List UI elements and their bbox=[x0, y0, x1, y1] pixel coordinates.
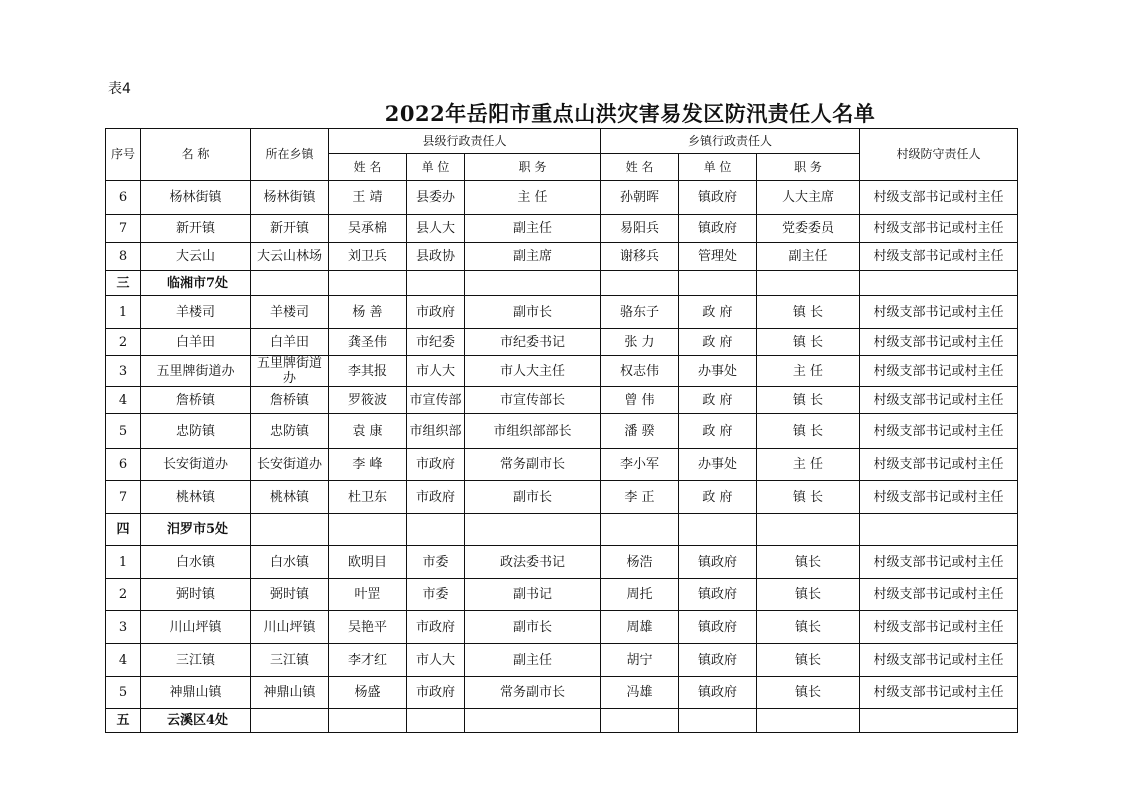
empty-cell bbox=[251, 514, 329, 546]
village-cell: 村级支部书记或村主任 bbox=[860, 356, 1018, 387]
town-duty-cell: 镇长 bbox=[757, 611, 860, 644]
town-cell: 三江镇 bbox=[251, 644, 329, 677]
name-cell: 白水镇 bbox=[141, 546, 251, 579]
village-cell: 村级支部书记或村主任 bbox=[860, 387, 1018, 414]
name-cell: 川山坪镇 bbox=[141, 611, 251, 644]
name-cell: 杨林街镇 bbox=[141, 181, 251, 215]
county-person-cell: 杜卫东 bbox=[329, 481, 407, 514]
section-name-cell: 云溪区4处 bbox=[141, 709, 251, 733]
header-town-unit: 单 位 bbox=[679, 154, 757, 181]
town-unit-cell: 办事处 bbox=[679, 449, 757, 481]
name-cell: 大云山 bbox=[141, 243, 251, 271]
town-person-cell: 谢移兵 bbox=[601, 243, 679, 271]
town-cell: 弼时镇 bbox=[251, 579, 329, 611]
header-county-unit: 单 位 bbox=[407, 154, 465, 181]
name-cell: 神鼎山镇 bbox=[141, 677, 251, 709]
section-row bbox=[106, 709, 1018, 733]
header-county-person: 姓 名 bbox=[329, 154, 407, 181]
empty-cell bbox=[601, 514, 679, 546]
seq-cell: 4 bbox=[106, 644, 141, 677]
county-duty-cell: 主 任 bbox=[465, 181, 601, 215]
town-unit-cell: 政 府 bbox=[679, 329, 757, 356]
county-duty-cell: 副主任 bbox=[465, 644, 601, 677]
county-person-cell: 杨盛 bbox=[329, 677, 407, 709]
town-person-cell: 周托 bbox=[601, 579, 679, 611]
town-person-cell: 易阳兵 bbox=[601, 215, 679, 243]
town-person-cell: 骆东子 bbox=[601, 296, 679, 329]
town-person-cell: 李 正 bbox=[601, 481, 679, 514]
empty-cell bbox=[860, 514, 1018, 546]
town-unit-cell: 办事处 bbox=[679, 356, 757, 387]
seq-cell: 1 bbox=[106, 546, 141, 579]
town-duty-cell: 副主任 bbox=[757, 243, 860, 271]
section-seq-cell: 五 bbox=[106, 709, 141, 733]
county-unit-cell: 市政府 bbox=[407, 449, 465, 481]
town-unit-cell: 管理处 bbox=[679, 243, 757, 271]
table-row bbox=[106, 181, 1018, 215]
town-cell: 川山坪镇 bbox=[251, 611, 329, 644]
seq-cell: 2 bbox=[106, 329, 141, 356]
name-cell: 白羊田 bbox=[141, 329, 251, 356]
county-duty-cell: 政法委书记 bbox=[465, 546, 601, 579]
empty-cell bbox=[757, 709, 860, 733]
county-unit-cell: 县委办 bbox=[407, 181, 465, 215]
empty-cell bbox=[465, 514, 601, 546]
table-body bbox=[106, 181, 1018, 733]
town-person-cell: 周雄 bbox=[601, 611, 679, 644]
county-person-cell: 欧明目 bbox=[329, 546, 407, 579]
county-duty-cell: 副主任 bbox=[465, 215, 601, 243]
section-name-cell: 临湘市7处 bbox=[141, 271, 251, 296]
table-row bbox=[106, 449, 1018, 481]
county-person-cell: 李才红 bbox=[329, 644, 407, 677]
town-unit-cell: 政 府 bbox=[679, 481, 757, 514]
county-unit-cell: 市委 bbox=[407, 546, 465, 579]
empty-cell bbox=[601, 709, 679, 733]
empty-cell bbox=[407, 514, 465, 546]
county-unit-cell: 市政府 bbox=[407, 611, 465, 644]
town-duty-cell: 镇长 bbox=[757, 677, 860, 709]
town-person-cell: 李小军 bbox=[601, 449, 679, 481]
section-row bbox=[106, 514, 1018, 546]
name-cell: 五里牌街道办 bbox=[141, 356, 251, 387]
name-cell: 长安街道办 bbox=[141, 449, 251, 481]
seq-cell: 6 bbox=[106, 449, 141, 481]
section-seq-cell: 三 bbox=[106, 271, 141, 296]
town-cell: 詹桥镇 bbox=[251, 387, 329, 414]
town-cell: 杨林街镇 bbox=[251, 181, 329, 215]
town-duty-cell: 镇 长 bbox=[757, 481, 860, 514]
village-cell: 村级支部书记或村主任 bbox=[860, 644, 1018, 677]
village-cell: 村级支部书记或村主任 bbox=[860, 611, 1018, 644]
county-duty-cell: 副主席 bbox=[465, 243, 601, 271]
village-cell: 村级支部书记或村主任 bbox=[860, 296, 1018, 329]
empty-cell bbox=[757, 514, 860, 546]
county-unit-cell: 市政府 bbox=[407, 677, 465, 709]
empty-cell bbox=[465, 709, 601, 733]
table-row bbox=[106, 243, 1018, 271]
county-person-cell: 吴承棉 bbox=[329, 215, 407, 243]
header-name: 名 称 bbox=[141, 129, 251, 181]
seq-cell: 2 bbox=[106, 579, 141, 611]
header-county-duty: 职 务 bbox=[465, 154, 601, 181]
village-cell: 村级支部书记或村主任 bbox=[860, 546, 1018, 579]
header-town-duty: 职 务 bbox=[757, 154, 860, 181]
town-person-cell: 曾 伟 bbox=[601, 387, 679, 414]
town-person-cell: 潘 骙 bbox=[601, 414, 679, 449]
county-person-cell: 吴艳平 bbox=[329, 611, 407, 644]
empty-cell bbox=[407, 271, 465, 296]
county-duty-cell: 副市长 bbox=[465, 481, 601, 514]
seq-cell: 8 bbox=[106, 243, 141, 271]
table-number-label: 表4 bbox=[108, 81, 131, 97]
county-unit-cell: 县人大 bbox=[407, 215, 465, 243]
county-unit-cell: 市宣传部 bbox=[407, 387, 465, 414]
town-unit-cell: 镇政府 bbox=[679, 579, 757, 611]
town-duty-cell: 人大主席 bbox=[757, 181, 860, 215]
village-cell: 村级支部书记或村主任 bbox=[860, 329, 1018, 356]
empty-cell bbox=[465, 271, 601, 296]
table-row bbox=[106, 677, 1018, 709]
county-unit-cell: 市纪委 bbox=[407, 329, 465, 356]
town-person-cell: 胡宁 bbox=[601, 644, 679, 677]
section-seq-cell: 四 bbox=[106, 514, 141, 546]
seq-cell: 6 bbox=[106, 181, 141, 215]
empty-cell bbox=[329, 709, 407, 733]
county-person-cell: 李其报 bbox=[329, 356, 407, 387]
county-person-cell: 刘卫兵 bbox=[329, 243, 407, 271]
town-unit-cell: 镇政府 bbox=[679, 215, 757, 243]
county-duty-cell: 市宣传部长 bbox=[465, 387, 601, 414]
name-cell: 忠防镇 bbox=[141, 414, 251, 449]
header-county-group: 县级行政责任人 bbox=[329, 129, 601, 154]
name-cell: 弼时镇 bbox=[141, 579, 251, 611]
seq-cell: 5 bbox=[106, 414, 141, 449]
town-cell: 白水镇 bbox=[251, 546, 329, 579]
town-unit-cell: 政 府 bbox=[679, 387, 757, 414]
seq-cell: 7 bbox=[106, 481, 141, 514]
town-duty-cell: 党委委员 bbox=[757, 215, 860, 243]
seq-cell: 1 bbox=[106, 296, 141, 329]
county-duty-cell: 市纪委书记 bbox=[465, 329, 601, 356]
county-duty-cell: 常务副市长 bbox=[465, 677, 601, 709]
county-duty-cell: 副市长 bbox=[465, 296, 601, 329]
table-row bbox=[106, 611, 1018, 644]
empty-cell bbox=[251, 709, 329, 733]
table-row bbox=[106, 414, 1018, 449]
town-cell: 桃林镇 bbox=[251, 481, 329, 514]
town-cell: 长安街道办 bbox=[251, 449, 329, 481]
empty-cell bbox=[860, 709, 1018, 733]
table-row bbox=[106, 481, 1018, 514]
town-unit-cell: 政 府 bbox=[679, 414, 757, 449]
name-cell: 桃林镇 bbox=[141, 481, 251, 514]
county-person-cell: 袁 康 bbox=[329, 414, 407, 449]
town-unit-cell: 镇政府 bbox=[679, 611, 757, 644]
empty-cell bbox=[329, 514, 407, 546]
town-duty-cell: 主 任 bbox=[757, 449, 860, 481]
table-row bbox=[106, 546, 1018, 579]
seq-cell: 4 bbox=[106, 387, 141, 414]
header-seq: 序号 bbox=[106, 129, 141, 181]
town-duty-cell: 镇 长 bbox=[757, 329, 860, 356]
village-cell: 村级支部书记或村主任 bbox=[860, 449, 1018, 481]
county-duty-cell: 副市长 bbox=[465, 611, 601, 644]
responsibility-table bbox=[105, 128, 1018, 733]
section-row bbox=[106, 271, 1018, 296]
seq-cell: 3 bbox=[106, 611, 141, 644]
county-person-cell: 龚圣伟 bbox=[329, 329, 407, 356]
village-cell: 村级支部书记或村主任 bbox=[860, 243, 1018, 271]
document-title: 2022年岳阳市重点山洪灾害易发区防汛责任人名单 bbox=[384, 101, 876, 126]
village-cell: 村级支部书记或村主任 bbox=[860, 579, 1018, 611]
empty-cell bbox=[757, 271, 860, 296]
county-person-cell: 罗筱波 bbox=[329, 387, 407, 414]
county-duty-cell: 副书记 bbox=[465, 579, 601, 611]
header-town: 所在乡镇 bbox=[251, 129, 329, 181]
name-cell: 新开镇 bbox=[141, 215, 251, 243]
county-duty-cell: 市人大主任 bbox=[465, 356, 601, 387]
table-row bbox=[106, 579, 1018, 611]
town-person-cell: 张 力 bbox=[601, 329, 679, 356]
empty-cell bbox=[860, 271, 1018, 296]
table-row bbox=[106, 356, 1018, 387]
town-duty-cell: 镇 长 bbox=[757, 387, 860, 414]
empty-cell bbox=[329, 271, 407, 296]
header-town-person: 姓 名 bbox=[601, 154, 679, 181]
table-row bbox=[106, 296, 1018, 329]
county-unit-cell: 市委 bbox=[407, 579, 465, 611]
county-duty-cell: 常务副市长 bbox=[465, 449, 601, 481]
county-person-cell: 王 靖 bbox=[329, 181, 407, 215]
town-unit-cell: 镇政府 bbox=[679, 644, 757, 677]
table-row bbox=[106, 329, 1018, 356]
county-unit-cell: 市人大 bbox=[407, 356, 465, 387]
village-cell: 村级支部书记或村主任 bbox=[860, 181, 1018, 215]
county-person-cell: 李 峰 bbox=[329, 449, 407, 481]
town-duty-cell: 镇长 bbox=[757, 644, 860, 677]
town-cell: 羊楼司 bbox=[251, 296, 329, 329]
empty-cell bbox=[407, 709, 465, 733]
town-cell: 新开镇 bbox=[251, 215, 329, 243]
town-duty-cell: 镇 长 bbox=[757, 414, 860, 449]
town-person-cell: 权志伟 bbox=[601, 356, 679, 387]
county-unit-cell: 市政府 bbox=[407, 481, 465, 514]
village-cell: 村级支部书记或村主任 bbox=[860, 481, 1018, 514]
village-cell: 村级支部书记或村主任 bbox=[860, 414, 1018, 449]
seq-cell: 5 bbox=[106, 677, 141, 709]
town-cell: 神鼎山镇 bbox=[251, 677, 329, 709]
town-cell: 大云山林场 bbox=[251, 243, 329, 271]
header-village: 村级防守责任人 bbox=[860, 129, 1018, 181]
town-unit-cell: 政 府 bbox=[679, 296, 757, 329]
town-duty-cell: 主 任 bbox=[757, 356, 860, 387]
name-cell: 詹桥镇 bbox=[141, 387, 251, 414]
empty-cell bbox=[679, 514, 757, 546]
table-row bbox=[106, 387, 1018, 414]
section-name-cell: 汨罗市5处 bbox=[141, 514, 251, 546]
empty-cell bbox=[601, 271, 679, 296]
county-unit-cell: 市人大 bbox=[407, 644, 465, 677]
village-cell: 村级支部书记或村主任 bbox=[860, 677, 1018, 709]
town-cell: 五里牌街道办 bbox=[251, 356, 329, 387]
town-duty-cell: 镇长 bbox=[757, 579, 860, 611]
table-row bbox=[106, 644, 1018, 677]
county-unit-cell: 市政府 bbox=[407, 296, 465, 329]
header-town-group: 乡镇行政责任人 bbox=[601, 129, 860, 154]
empty-cell bbox=[251, 271, 329, 296]
town-person-cell: 孙朝晖 bbox=[601, 181, 679, 215]
county-person-cell: 杨 善 bbox=[329, 296, 407, 329]
seq-cell: 3 bbox=[106, 356, 141, 387]
county-person-cell: 叶罡 bbox=[329, 579, 407, 611]
name-cell: 羊楼司 bbox=[141, 296, 251, 329]
seq-cell: 7 bbox=[106, 215, 141, 243]
town-person-cell: 冯雄 bbox=[601, 677, 679, 709]
empty-cell bbox=[679, 271, 757, 296]
county-unit-cell: 市组织部 bbox=[407, 414, 465, 449]
empty-cell bbox=[679, 709, 757, 733]
county-unit-cell: 县政协 bbox=[407, 243, 465, 271]
town-cell: 白羊田 bbox=[251, 329, 329, 356]
town-person-cell: 杨浩 bbox=[601, 546, 679, 579]
town-unit-cell: 镇政府 bbox=[679, 546, 757, 579]
town-duty-cell: 镇长 bbox=[757, 546, 860, 579]
town-unit-cell: 镇政府 bbox=[679, 181, 757, 215]
town-cell: 忠防镇 bbox=[251, 414, 329, 449]
town-unit-cell: 镇政府 bbox=[679, 677, 757, 709]
table-row bbox=[106, 215, 1018, 243]
name-cell: 三江镇 bbox=[141, 644, 251, 677]
town-duty-cell: 镇 长 bbox=[757, 296, 860, 329]
village-cell: 村级支部书记或村主任 bbox=[860, 215, 1018, 243]
county-duty-cell: 市组织部部长 bbox=[465, 414, 601, 449]
